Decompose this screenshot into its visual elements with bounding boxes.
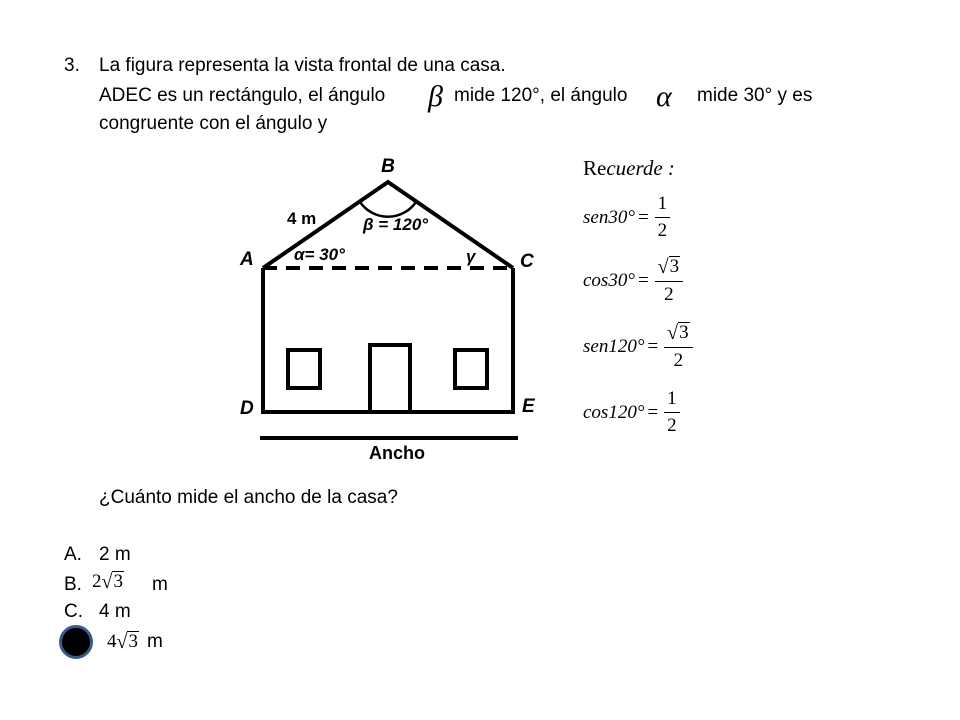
label-a: A	[240, 249, 254, 270]
fraction-denominator: 2	[657, 220, 668, 241]
option-b-radicand: 3	[113, 571, 123, 592]
left-window	[288, 350, 320, 388]
option-c-letter: C.	[64, 601, 83, 622]
fraction-numerator: 1	[664, 388, 680, 413]
label-b: B	[381, 156, 395, 177]
fraction-numerator	[664, 322, 692, 348]
question-line-2c: mide 30° y es	[697, 85, 813, 106]
option-b-coefficient: 2	[92, 571, 102, 592]
selected-answer-marker[interactable]	[59, 625, 93, 659]
question-line-2a: ADEC es un rectángulo, el ángulo	[99, 85, 386, 106]
option-c[interactable]	[99, 600, 131, 624]
option-b[interactable]	[92, 571, 124, 593]
option-a-letter: A.	[64, 544, 82, 565]
fraction	[655, 193, 671, 242]
option-d-coefficient: 4	[107, 631, 117, 652]
door	[370, 345, 410, 412]
formula-cos120	[583, 388, 680, 437]
reminder-title	[583, 156, 675, 181]
formula-sen30	[583, 193, 670, 242]
sqrt-symbol: √ 3	[101, 571, 123, 593]
question-number: 3.	[64, 55, 80, 76]
formula-function: sen120°	[583, 336, 645, 357]
alpha-symbol: α	[656, 80, 672, 113]
width-label: Ancho	[369, 443, 425, 463]
option-a[interactable]	[99, 543, 131, 567]
gamma-label: γ	[466, 247, 476, 266]
question-line-2b: mide 120°, el ángulo	[454, 85, 628, 106]
fraction-denominator: 2	[664, 284, 674, 305]
option-b-letter: B.	[64, 574, 82, 595]
reminder-title-upright: Re	[583, 156, 607, 180]
formula-function: cos30°	[583, 270, 635, 291]
formula-cos30	[583, 256, 683, 306]
right-window	[455, 350, 487, 388]
label-c: C	[520, 251, 534, 272]
option-c-unit: m	[114, 601, 131, 622]
question-prompt: ¿Cuánto mide el ancho de la casa?	[99, 487, 398, 508]
beta-symbol: β	[428, 80, 443, 113]
fraction	[655, 256, 683, 306]
house-figure	[230, 150, 550, 470]
beta-label: β = 120°	[363, 215, 429, 234]
reminder-title-italic: cuerde :	[606, 156, 675, 180]
option-a-unit: m	[114, 544, 131, 565]
alpha-label: α= 30°	[294, 245, 345, 264]
formula-function: cos120°	[583, 401, 645, 423]
sqrt-symbol: √ 3	[116, 631, 138, 653]
option-b-unit: m	[152, 574, 168, 595]
fraction	[664, 322, 692, 372]
fraction	[664, 388, 680, 437]
option-d-radicand: 3	[128, 631, 138, 652]
fraction-numerator	[655, 256, 683, 282]
house-walls	[263, 268, 513, 412]
formula-sen120	[583, 322, 693, 372]
side-length-label: 4 m	[287, 209, 317, 228]
option-a-value: 2	[99, 544, 110, 565]
sqrt-symbol: √ 3	[667, 322, 689, 344]
sqrt-radicand: 3	[679, 322, 689, 343]
fraction-denominator: 2	[673, 350, 684, 371]
sqrt-radicand: 3	[669, 256, 680, 277]
sqrt-symbol: √ 3	[657, 256, 680, 278]
option-d-unit: m	[147, 631, 163, 652]
formula-equals: =	[647, 336, 659, 357]
question-line-3: congruente con el ángulo y	[99, 113, 328, 134]
formula-equals: =	[647, 401, 659, 423]
label-d: D	[240, 398, 254, 419]
label-e: E	[522, 396, 535, 417]
formula-equals: =	[637, 270, 649, 291]
fraction-numerator: 1	[655, 193, 671, 218]
option-c-value: 4	[99, 601, 110, 622]
question-line-1: La figura representa la vista frontal de una casa.	[99, 55, 506, 76]
formula-function: sen30°	[583, 206, 635, 228]
fraction-denominator: 2	[667, 415, 677, 436]
formula-equals: =	[637, 206, 649, 228]
option-d[interactable]	[107, 631, 139, 653]
